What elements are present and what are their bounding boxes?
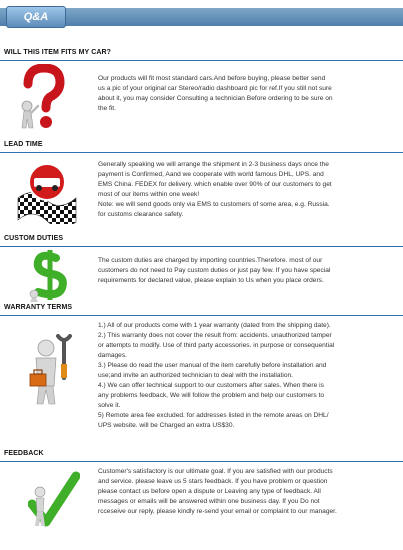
question-mark-figure-icon [14, 64, 74, 136]
section-heading-lead-time: LEAD TIME [4, 141, 43, 148]
section-heading-feedback: FEEDBACK [4, 450, 44, 457]
text-line: us a pic of your original car Stereo/radio dashboard pic for ref.If you still not sure [98, 85, 332, 92]
text-line: 1.) All of our products come with 1 year warranty (dated from the shipping date). [98, 322, 331, 329]
text-line: Our products will fit most standard cars.And before buying, please better send [98, 75, 326, 82]
section-divider [0, 246, 403, 247]
section-text-feedback [98, 467, 398, 517]
section-text-warranty [98, 321, 398, 431]
section-heading-warranty: WARRANTY TERMS [4, 304, 73, 311]
dollar-figure-icon [26, 250, 70, 302]
section-heading-fit: WILL THIS ITEM FITS MY CAR? [4, 49, 112, 56]
text-line: solve it. [98, 402, 121, 409]
qa-banner [0, 8, 403, 26]
section-divider [0, 461, 403, 462]
text-line: any problems feedback, We will follow the problem and help our customers to [98, 392, 325, 399]
race-flag-car-icon [16, 158, 78, 224]
section-text-custom-duties [98, 256, 398, 286]
text-line: rcceseive our reply, please kindly re-send your email or complaint to our manager. [98, 508, 337, 515]
section-text-lead-time [98, 160, 398, 220]
section-divider [0, 60, 403, 61]
text-line: The custom duties are charged by importing countries.Therefore. most of our [98, 257, 323, 264]
section-divider [0, 315, 403, 316]
text-line: Generally speaking we will arrange the shipment in 2-3 business days once the [98, 161, 329, 168]
text-line: 5) Remote area fee excluded. for addresses listed in the remote areas on DHL/ [98, 412, 329, 419]
text-line: use;and invite an authorized technician to deal with the installation. [98, 372, 294, 379]
text-line: requirements for declared value, please explain to Us when you place orders. [98, 277, 324, 284]
text-line: and service. please leave us 5 stars feedback. If you have problem or question [98, 478, 328, 485]
text-line: customers do not need to Pay custom duties or just pay few. If you have special [98, 267, 331, 274]
section-heading-custom-duties: CUSTOM DUTIES [4, 235, 64, 242]
text-line: UPS website. will be Charged an extra US$30. [98, 422, 235, 429]
text-line: messages or emails will be answered within one business day. If you Do not [98, 498, 320, 505]
text-line: payment is Confirmed, Aand we cooperate with world famous DHL, UPS. and [98, 171, 324, 178]
text-line: the fit. [98, 105, 116, 112]
text-line: EMS China. FEDEX for delivery. which enable over 90% of our customers to get [98, 181, 332, 188]
qa-tab-label: Q&A [6, 6, 66, 28]
text-line: or attempts to modify. Use of third party accessories. in purpose or consequential [98, 342, 335, 349]
text-line: 4.) We can offer technical support to our customers after sales. When there is [98, 382, 324, 389]
text-line: about it, you may consider Consulting a technician Before ordering to be sure on [98, 95, 333, 102]
text-line: damages. [98, 352, 127, 359]
text-line: please contact us before open a dispute or Leaving any type of feedback. All [98, 488, 321, 495]
text-line: 2.) This warranty does not cover the result from: accidents. unauthorized tamper [98, 332, 332, 339]
section-divider [0, 152, 403, 153]
text-line: Note: we will send goods only via EMS to customers of some area, e.g. Russia. [98, 201, 330, 208]
text-line: 3.) Please do read the user manual of the item carefully before installation and [98, 362, 327, 369]
text-line: Customer's satisfactory is our ultimate goal. If you are satisfied with our products [98, 468, 333, 475]
text-line: for customs clearance safety. [98, 211, 184, 218]
section-text-fit [98, 74, 398, 114]
text-line: most of our items within one week! [98, 191, 200, 198]
wrench-figure-icon [22, 334, 82, 406]
checkmark-figure-icon [28, 470, 80, 532]
